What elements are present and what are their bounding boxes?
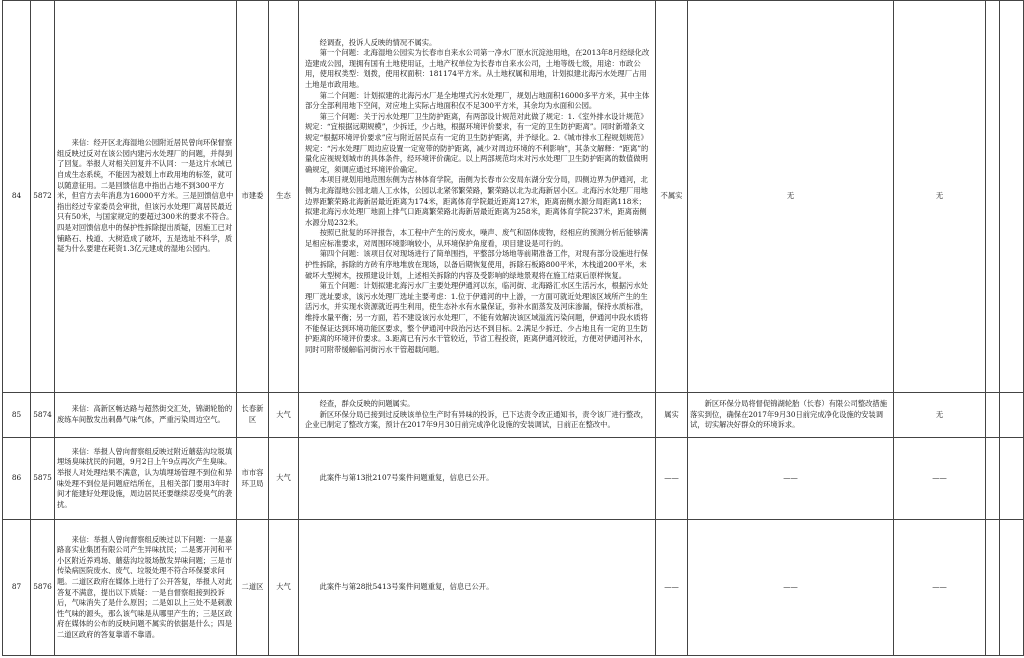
finding-paragraph: 第四个问题：该项目仅对现场进行了简单围挡，平整部分场地等前期准备工作，对现有部分设施进行保护性拆除，拆除的方砖有序地堆放在现场，以备后期恢复使用，拆除石板路800平米，木栈道200平米，未破坏大型树木，按照建设计划，上述相关拆除的内容及受影响的绿地景观将在施工结束后原样恢复。	[305, 249, 648, 280]
verdict: ——	[656, 438, 688, 520]
empty-cell	[1000, 1, 1024, 393]
complaint-table	[2, 0, 1024, 656]
case-id: 5875	[31, 438, 55, 520]
accountability: ——	[894, 438, 986, 520]
empty-cell	[986, 393, 1000, 438]
responsible-unit: 市市容环卫局	[237, 438, 269, 520]
investigation-findings	[299, 1, 656, 393]
complaint-content	[55, 520, 237, 656]
pollution-category: 大气	[269, 520, 299, 656]
empty-cell	[986, 438, 1000, 520]
complaint-text: 来信：经开区北海湿地公园附近居民曾向环保督察组反映过反对在该公园内建污水处理厂的问题，并得到了回复。举报人对相关回复并不认同：一是这片水域已自成生态系统，不能因为被划上市政用地的标签，就可以随意征用。二是回馈信息中指出占地不到300平方米，但官方去年消息为16000平方米。三是回馈信息中指出经过专家委员会审批，但该污水处理厂离居民最近只有50米，与国家规定的要超过300米的要求不符合。四是对回馈信息中的保护性拆除提出质疑，因施工已对铺路石、栈道、大树造成了破坏，五是选址不科学，质疑为什么要建在耗资1.3亿元建成的湿地公园内。	[57, 138, 234, 254]
complaint-text: 来信：举报人曾向督察组反映过附近蘑菇沟垃圾填埋场臭味扰民的问题，9月2日上午9点再次产生臭味。举报人对处理结果不满意，认为填埋场管理不到位和异味处理不到位是问题症结所在，且相关部门要用3年时间才能建好处理设施，周边居民还要继续忍受臭气的袭扰。	[57, 446, 233, 509]
row-number: 86	[3, 438, 31, 520]
finding-paragraph: 新区环保分局已接到过反映该单位生产时有异味的投诉，已下达责令改正通知书，责令该厂进行整改，企业已制定了整改方案，预计在2017年9月30日前完成净化设施的安装调试，日前正在整改中。	[305, 409, 648, 430]
remediation-text: 新区环保分局将督促锦湖轮胎（长春）有限公司整改措施落实到位，确保在2017年9月30日前完成净化设施的安装调试，切实解决好群众的环境诉求。	[690, 399, 888, 430]
investigation-findings	[299, 520, 656, 656]
case-id: 5874	[31, 393, 55, 438]
finding-paragraph: 本项目规划用地范围东侧为吉林体育学院，南侧为长春市公安局东湖分安分局，四侧边界为伊通河，北侧为北海湿地公园北端人工水体，公园以北紧邻繁荣路，繁荣路以北为北海新居小区。北海污水处理厂用地边界距繁荣路北海新居最近距离为174米，距离体育学院最近距离127米，距离南侧水源分局距离118米；拟建北海污水处理厂地面上排气口距离繁荣路北海新居最近距离为258米，距离体育学院237米，距离南侧水源分局232米。	[305, 175, 648, 227]
empty-cell	[1000, 393, 1024, 438]
complaint-content	[55, 1, 237, 393]
responsible-unit: 市建委	[237, 1, 269, 393]
verdict: ——	[656, 520, 688, 656]
empty-cell	[986, 520, 1000, 656]
responsible-unit: 二道区	[237, 520, 269, 656]
accountability: 无	[894, 1, 986, 393]
row-number: 85	[3, 393, 31, 438]
finding-paragraph: 第五个问题：计划拟建北海污水厂主要处理伊通河以东，临河街、北海路汇水区生活污水，根据污水处理厂选址要求，该污水处理厂选址主要考虑：1.位于伊通河的中上游，一方面可就近处理该区域所产生的生活污水，并实现水资源就近再生利用，使生态补水有水量保证，弥补水面蒸发及河床渗漏，保持水质标准，维持水量平衡；另一方面，若不建设该污水处理厂，不能有效解决该区域溢流污染问题，伊通河中段水质将不能保证达到环境功能区要求，整个伊通河中段治污达不到目标。2.满足少拆迁、少占地且有一定的卫生防护距离的环境评价要求。3.距离已有污水干管较近，节省工程投资，距离伊通河较近，方便对伊通河补水，同时可附带缓解临河街污水干管超载问题。	[305, 281, 648, 354]
pollution-category: 生态	[269, 1, 299, 393]
investigation-findings	[299, 438, 656, 520]
pollution-category: 大气	[269, 438, 299, 520]
finding-paragraph: 按照已批复的环评报告，本工程中产生的污废水，噪声、废气和固体废物，经相应的预测分析后能够满足相应标准要求，对周围环境影响较小，从环境保护角度看，项目建设是可行的。	[305, 228, 648, 248]
pollution-category: 大气	[269, 393, 299, 438]
table-row	[3, 1, 1024, 393]
investigation-findings	[299, 393, 656, 438]
complaint-content	[55, 438, 237, 520]
finding-paragraph: 第二个问题：计划拟建的北海污水厂是全地埋式污水处理厂，规划占地面积16000多平方米，其中主体部分全部利用地下空间，对应地上实际占地面积仅不足300平方米，其余均为水面和公园。	[305, 90, 650, 111]
verdict: 属实	[656, 393, 688, 438]
accountability: ——	[894, 520, 986, 656]
table-row	[3, 438, 1024, 520]
empty-cell	[1000, 438, 1024, 520]
finding-paragraph: 第三个问题：关于污水处理厂卫生防护距离，有两部设计规范对此做了规定：1.《室外排水设计规范》规定：“宜根据远期规模”，少拆迁，少占地，根据环境评价要求，有一定的卫生防护距离”。同时新增条文规定“根据环境评价要求”应与附近居民点有一定的卫生防护距离，并予绿化。2.《城市排水工程规划规范》规定：“污水处理厂周边应设置一定宽带的防护距离，减少对周边环境的不利影响”，其条文解释：“距离”的量化应视规划城市的具体条件，经环境评价确定。以上两部规范均未对污水处理厂卫生防护距离的数值做明确规定，须调应通过环境评价确定。	[305, 111, 649, 174]
remediation: ——	[688, 520, 894, 656]
table-row	[3, 393, 1024, 438]
accountability: 无	[894, 393, 986, 438]
remediation: ——	[688, 438, 894, 520]
row-number: 87	[3, 520, 31, 656]
remediation	[688, 393, 894, 438]
case-id: 5876	[31, 520, 55, 656]
finding-paragraph: 经查，群众反映的问题属实。	[319, 399, 415, 409]
finding-paragraph: 第一个问题：北海湿地公园实为长春市自来水公司第一净水厂原水沉淀池用地，在2013年8月经绿化改造建成公园，现拥有国有土地使用证，土地产权单位为长春市自来水公司，土地等级七级，用途：市政公用，使用权类型：划拨，使用权面积：181174平方米。从土地权属和用地，计划拟建北海污水处理厂占用土地是市政用地。	[305, 48, 650, 89]
finding-paragraph: 此案件与第13批2107号案件问题重复，信息已公开。	[319, 473, 494, 483]
finding-paragraph: 此案件与第28批5413号案件问题重复，信息已公开。	[319, 582, 494, 592]
complaint-content	[55, 393, 237, 438]
table-row	[3, 520, 1024, 656]
empty-cell	[1000, 520, 1024, 656]
row-number: 84	[3, 1, 31, 393]
finding-paragraph: 经调查，投诉人反映的情况不属实。	[319, 37, 437, 47]
case-id: 5872	[31, 1, 55, 393]
responsible-unit: 长春新区	[237, 393, 269, 438]
remediation: 无	[688, 1, 894, 393]
complaint-text: 来信：高新区畅达路与超然街交汇处，锦湖轮胎的废练车间散发出刺鼻气味气体，严重污染周边空气。	[57, 404, 233, 424]
verdict: 不属实	[656, 1, 688, 393]
empty-cell	[986, 1, 1000, 393]
complaint-text: 来信：举报人曾向督察组反映过以下问题：一是嘉路喜实业集团有限公司产生异味扰民；二是雾开河和平小区附近养鸡场、蘑菇沟垃圾场散发异味问题；三是市传染病医院废水、废气、垃圾处理不符合环保要求问题。二道区政府在媒体上进行了公开答复，举报人对此答复不满意，提出以下质疑：一是自督察组接到投诉后，气味消失了是什么原因；二是如以上三处不是刺激性气味的源头，那么该气味是从哪里产生的；三是区政府在媒体的公布的反映问题不属实的依据是什么；四是二道区政府的答复靠谱不靠谱。	[57, 534, 233, 639]
